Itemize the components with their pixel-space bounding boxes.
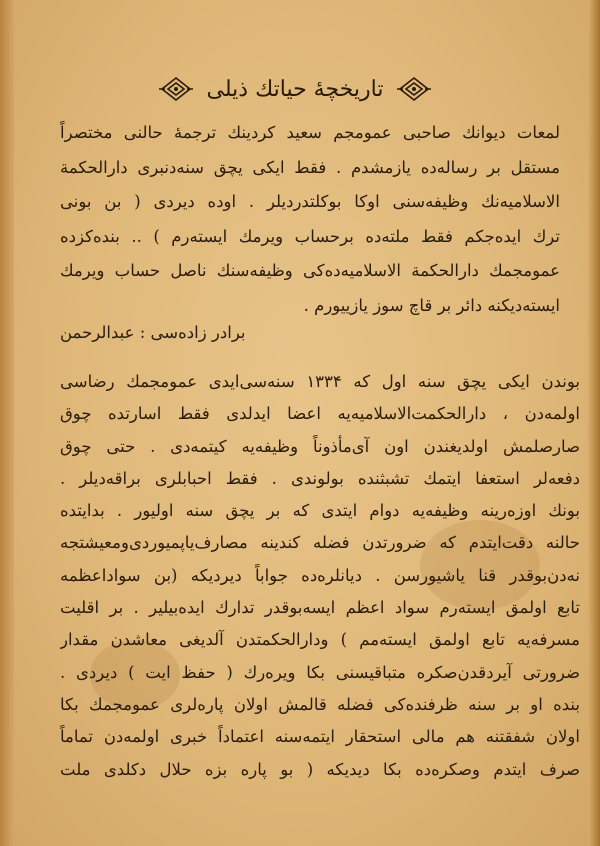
text-line: تابع اولمق ایسته‌رم سواد اعظم ایسه‌بوقدر تدارك ایده‌بیلیر . بر اقلیت: [60, 598, 580, 618]
page-binding-edge: [0, 0, 14, 846]
text-line: حالنه دقت‌ایتدم که ضرورتدن فضله کندینه مصارف‌یاپمیوردی‌ومعیشتجه: [60, 533, 580, 553]
chapter-title: تاریخچهٔ حیاتك ذیلی: [206, 76, 384, 102]
text-line: نه‌دن‌بوقدر قنا یاشیورسن . دیانلره‌ده جواباً دیردیکه (بن سواداعظمه: [60, 565, 580, 585]
left-ornament-icon: [159, 74, 193, 104]
chapter-header: [150, 66, 440, 112]
text-line: ایسته‌دیکنه دائر بر قاچ سوز یازییورم .: [303, 295, 560, 315]
text-line: ضرورتی آیردقدن‌صکره متباقیسنی بکا ویره‌رك ( حفظ ایت ) دیردی .: [60, 662, 580, 682]
right-ornament-icon: [397, 74, 431, 104]
text-line: اولمه‌دن ، دارالحکمت‌الاسلامیه‌یه اعضا ایدلدی فقط اسارتده چوق: [60, 404, 580, 424]
text-line: لمعات دیوانك صاحبی عمومجم سعید کردینك ترجمهٔ حالنی مختصراً: [60, 123, 560, 142]
author-signature: برادر زاده‌سی : عبدالرحمن: [60, 323, 246, 342]
text-line: صارصلمش اولدیغندن اون آی‌مأذوناً وظیفه‌یه کیتمه‌دی . حتی چوق: [60, 436, 580, 456]
paragraph-2: [60, 366, 580, 786]
text-line: صرف ایتدم وصکره‌ده بکا دیدیکه ( بو پاره بزه حلال دکلدی ملت: [60, 759, 580, 779]
text-line: ترك ایده‌جکم فقط ملته‌ده برحساب ویرمك ایسته‌رم ) .. بنده‌کزده: [60, 226, 560, 246]
text-line: الاسلامیه‌نك وظیفه‌سنی اوکا بوکلتدردیلر . اوده دیردی ( بن بونی: [60, 192, 560, 211]
text-line: بوندن ایکی یچق سنه اول که ۱۳۳۴ سنه‌سی‌ایدی عمومجمك رضاسی: [60, 372, 580, 391]
text-line: بنده او بر سنه ظرفنده‌کی فضله قالمش اولان پاره‌لری عمومجمك بکا: [60, 694, 580, 714]
text-line: مسرفه‌یه تابع اولمق ایسته‌مم ) ودارالحکمتدن آلدیغی معاشدن مقدار: [60, 630, 580, 650]
text-line: عمومجمك دارالحکمة الاسلامیه‌ده‌کی وظیفه‌سنك ناصل حساب ویرمك: [60, 261, 560, 280]
paragraph-1: [60, 116, 560, 323]
page-outer-edge: [588, 0, 600, 846]
text-line: دفعه‌لر استعفا ایتمك تشبثنده بولوندی . فقط احبابلری براقه‌دیلر .: [60, 468, 580, 488]
text-line: اولان شفقتنه هم مالی استحقار ایتمه‌سنه اعتماداً خبری اولمه‌دن تماماً: [60, 727, 580, 747]
text-line: بونك اوزه‌رینه وظیفه‌یه دوام ایتدی که بر یچق سنه اولیور . بدایتده: [60, 501, 580, 521]
text-line: مستقل بر رساله‌ده یازمشدم . فقط ایکی یچق سنه‌دنبری دارالحکمة: [60, 157, 560, 177]
